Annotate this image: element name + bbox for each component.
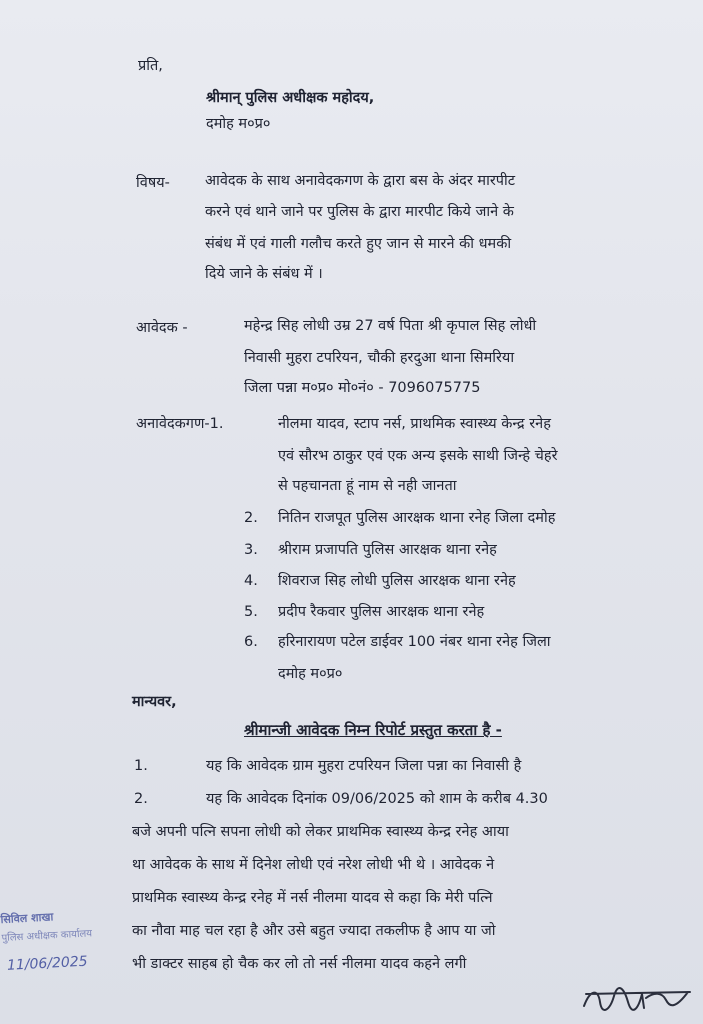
applicant-line-2: निवासी मुहरा टपरियन, चौकी हरदुआ थाना सिमरिया <box>244 350 515 366</box>
paragraph-2-line: बजे अपनी पत्नि सपना लोधी को लेकर प्राथमिक स्वास्थ्य केन्द्र रनेह आया <box>132 824 509 840</box>
paragraph-number: 2. <box>134 791 148 807</box>
respondent-1-line-3: से पहचानता हूं नाम से नही जानता <box>278 478 457 494</box>
respondent-number: 6. <box>244 634 258 650</box>
respondent-number: 4. <box>244 573 258 589</box>
respondents-label: अनावेदकगण-1. <box>136 416 224 432</box>
paragraph-number: 1. <box>134 758 148 774</box>
applicant-line-3: जिला पन्ना म०प्र० मो०नं० - 7096075775 <box>244 380 481 396</box>
respondent-text: प्रदीप रैकवार पुलिस आरक्षक थाना रनेह <box>278 604 485 620</box>
applicant-line-1: महेन्द्र सिह लोधी उम्र 27 वर्ष पिता श्री कृपाल सिह लोधी <box>244 318 537 334</box>
respondent-number: 5. <box>244 604 258 620</box>
subject-line-2: करने एवं थाने जाने पर पुलिस के द्वारा मारपीट किये जाने के <box>205 204 514 220</box>
addressee-title: श्रीमान् पुलिस अधीक्षक महोदय, <box>206 90 375 106</box>
paragraph-2-line: था आवेदक के साथ में दिनेश लोधी एवं नरेश लोधी भी थे । आवेदक ने <box>132 857 495 873</box>
subject-line-4: दिये जाने के संबंध में । <box>205 266 323 282</box>
paragraph-2-line: का नौवा माह चल रहा है और उसे बहुत ज्यादा तकलीफ है आप या जो <box>132 923 496 939</box>
report-heading: श्रीमान्जी आवेदक निम्न रिपोर्ट प्रस्तुत करता है - <box>244 721 502 739</box>
respondent-text: हरिनारायण पटेल डाईवर 100 नंबर थाना रनेह जिला <box>278 634 551 650</box>
respondent-1-line-1: नीलमा यादव, स्टाप नर्स, प्राथमिक स्वास्थ्य केन्द्र रनेह <box>278 416 551 432</box>
respondent-1-line-2: एवं सौरभ ठाकुर एवं एक अन्य इसके साथी जिन्हे चेहरे <box>278 448 558 464</box>
signature-mark <box>580 980 695 1020</box>
paragraph-1-text: यह कि आवेदक ग्राम मुहरा टपरियन जिला पन्ना का निवासी है <box>206 758 522 774</box>
stamp-office-line: सिविल शाखा <box>0 910 54 927</box>
receipt-stamp <box>0 902 122 988</box>
salutation-prati: प्रति, <box>138 58 163 74</box>
stamp-office-sub-line: पुलिस अधीक्षक कार्यालय <box>1 928 93 945</box>
applicant-label: आवेदक - <box>136 320 188 336</box>
subject-line-3: संबंध में एवं गाली गलौच करते हुए जान से मारने की धमकी <box>205 236 512 252</box>
respondent-text: नितिन राजपूत पुलिस आरक्षक थाना रनेह जिला दमोह <box>278 510 556 526</box>
paragraph-2-line: प्राथमिक स्वास्थ्य केन्द्र रनेह में नर्स नीलमा यादव से कहा कि मेरी पत्नि <box>132 890 493 906</box>
paragraph-2-line: भी डाक्टर साहब हो चैक कर लो तो नर्स नीलमा यादव कहने लगी <box>132 956 467 972</box>
subject-line-1: आवेदक के साथ अनावेदकगण के द्वारा बस के अंदर मारपीट <box>205 173 516 189</box>
respondent-number: 3. <box>244 542 258 558</box>
subject-label: विषय- <box>136 175 170 191</box>
addressee-location: दमोह म०प्र० <box>206 116 271 132</box>
paragraph-2-first-line: यह कि आवेदक दिनांक 09/06/2025 को शाम के करीब 4.30 <box>206 791 548 807</box>
respondent-number: 2. <box>244 510 258 526</box>
respondent-6-line-2: दमोह म०प्र० <box>278 666 343 682</box>
salutation-manyavar: मान्यवर, <box>132 694 177 710</box>
respondent-text: श्रीराम प्रजापति पुलिस आरक्षक थाना रनेह <box>278 542 497 558</box>
respondent-text: शिवराज सिह लोधी पुलिस आरक्षक थाना रनेह <box>278 573 516 589</box>
stamp-date: 11/06/2025 <box>6 953 89 974</box>
